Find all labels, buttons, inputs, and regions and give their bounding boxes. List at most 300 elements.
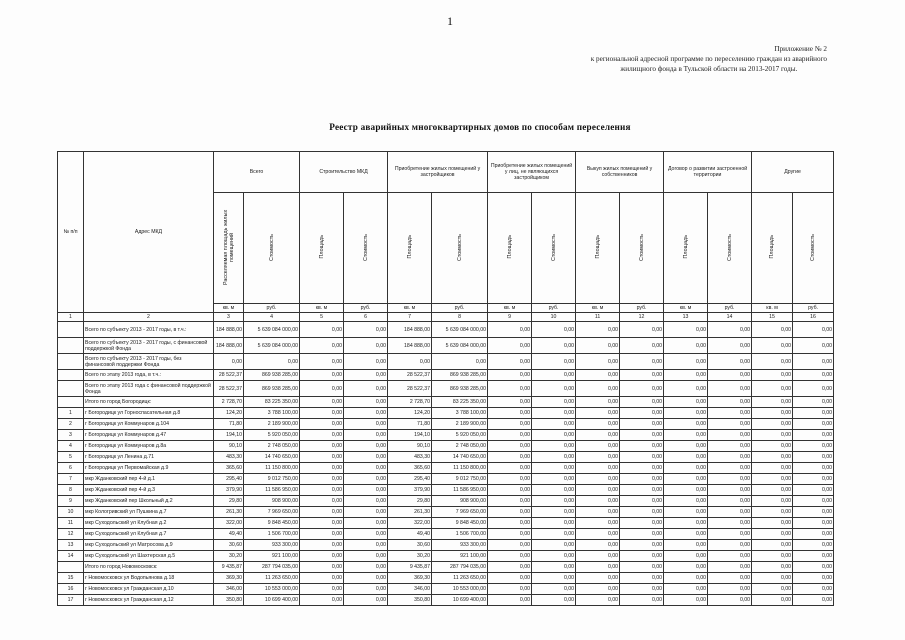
row-value: 0,00 [664, 529, 708, 540]
row-value: 2 748 050,00 [432, 441, 488, 452]
row-value: 0,00 [793, 463, 834, 474]
row-value: 0,00 [300, 397, 344, 408]
header-area: Площадь [300, 193, 344, 304]
row-value: 0,00 [664, 463, 708, 474]
row-value: 0,00 [708, 573, 752, 584]
row-address: мкр Суходольский ул Шахтерская д.5 [84, 551, 214, 562]
row-value: 83 225 350,00 [244, 397, 300, 408]
row-value: 0,00 [708, 430, 752, 441]
row-value: 9 435,87 [388, 562, 432, 573]
unit-area: кв. м [664, 304, 708, 313]
row-number: 13 [58, 540, 84, 551]
table-row [58, 354, 834, 370]
row-value: 30,20 [214, 551, 244, 562]
row-value: 0,00 [664, 452, 708, 463]
row-value: 0,00 [300, 584, 344, 595]
header-cost: Стоимость [432, 193, 488, 304]
header-cost: Стоимость [532, 193, 576, 304]
row-value: 0,00 [300, 408, 344, 419]
row-value: 0,00 [620, 452, 664, 463]
row-value: 0,00 [576, 529, 620, 540]
column-index-cell: 11 [576, 313, 620, 322]
row-value: 0,00 [344, 507, 388, 518]
header-group-construction: Строительство МКД [300, 152, 388, 193]
row-value: 0,00 [708, 408, 752, 419]
row-value: 0,00 [708, 322, 752, 338]
row-value: 5 639 084 000,00 [244, 338, 300, 354]
row-number: 11 [58, 518, 84, 529]
row-value: 0,00 [620, 551, 664, 562]
row-value: 0,00 [620, 507, 664, 518]
row-value: 0,00 [488, 419, 532, 430]
row-address: мкр Жданковский пер 4-й д.3 [84, 485, 214, 496]
column-index-cell: 16 [793, 313, 834, 322]
row-number: 14 [58, 551, 84, 562]
row-address: Всего по субъекту 2013 - 2017 годы, без финансовой поддержки Фонда [84, 354, 214, 370]
row-value: 7 969 650,00 [432, 507, 488, 518]
row-value: 0,00 [752, 595, 793, 606]
row-value: 5 639 084 000,00 [432, 338, 488, 354]
row-value: 0,00 [344, 381, 388, 397]
row-value: 49,40 [214, 529, 244, 540]
header-num: № п/п [58, 152, 84, 313]
row-value: 0,00 [344, 573, 388, 584]
column-index-cell: 10 [532, 313, 576, 322]
row-value: 261,30 [388, 507, 432, 518]
header-group-developers: Приобретение жилых помещений у застройщиков [388, 152, 488, 193]
row-value: 379,90 [388, 485, 432, 496]
table-row [58, 485, 834, 496]
column-index-cell: 6 [344, 313, 388, 322]
table-row [58, 408, 834, 419]
row-value: 350,80 [388, 595, 432, 606]
column-index-cell: 3 [214, 313, 244, 322]
row-value: 869 938 285,00 [432, 381, 488, 397]
column-index-cell: 2 [84, 313, 214, 322]
register-table-header [58, 152, 834, 322]
row-value: 0,00 [532, 441, 576, 452]
row-value: 2 728,70 [388, 397, 432, 408]
row-value: 0,00 [752, 338, 793, 354]
row-value: 10 699 400,00 [432, 595, 488, 606]
row-number: 15 [58, 573, 84, 584]
row-address: мкр Суходольский ул Клубная д.7 [84, 529, 214, 540]
header-total-area: Расселяемая площадь жилых помещений [214, 193, 244, 304]
row-value: 0,00 [620, 474, 664, 485]
header-group-territory: Договор о развитии застроенной территории [664, 152, 752, 193]
row-value: 0,00 [752, 381, 793, 397]
row-value: 30,20 [388, 551, 432, 562]
row-value: 0,00 [708, 485, 752, 496]
row-value: 0,00 [532, 496, 576, 507]
row-value: 83 225 350,00 [432, 397, 488, 408]
row-value: 0,00 [708, 551, 752, 562]
table-row [58, 540, 834, 551]
table-row [58, 452, 834, 463]
row-value: 0,00 [300, 485, 344, 496]
row-value: 0,00 [300, 370, 344, 381]
row-value: 0,00 [576, 474, 620, 485]
table-row [58, 338, 834, 354]
unit-rub: руб. [344, 304, 388, 313]
unit-area: кв. м [214, 304, 244, 313]
unit-area: кв. м [388, 304, 432, 313]
row-number: 16 [58, 584, 84, 595]
row-value: 1 506 700,00 [432, 529, 488, 540]
row-value: 0,00 [344, 529, 388, 540]
unit-rub: руб. [432, 304, 488, 313]
row-address: Итого по город Новомосковск: [84, 562, 214, 573]
row-value: 0,00 [488, 595, 532, 606]
row-address: Всего по субъекту 2013 - 2017 годы, с финансовой поддержкой Фонда [84, 338, 214, 354]
row-value: 0,00 [300, 518, 344, 529]
row-value: 0,00 [664, 573, 708, 584]
row-value: 11 263 650,00 [244, 573, 300, 584]
row-value: 0,00 [344, 474, 388, 485]
row-value: 0,00 [708, 463, 752, 474]
row-value: 0,00 [752, 529, 793, 540]
row-value: 0,00 [752, 507, 793, 518]
row-value: 0,00 [344, 430, 388, 441]
row-value: 5 639 084 000,00 [432, 322, 488, 338]
row-address: мкр Кологривский ул Пушкина д.7 [84, 507, 214, 518]
row-number: 8 [58, 485, 84, 496]
row-number [58, 381, 84, 397]
row-value: 0,00 [620, 562, 664, 573]
row-value: 0,00 [344, 322, 388, 338]
row-value: 0,00 [432, 354, 488, 370]
row-value: 0,00 [620, 322, 664, 338]
row-value: 0,00 [664, 562, 708, 573]
row-value: 0,00 [793, 441, 834, 452]
row-value: 0,00 [576, 551, 620, 562]
row-value: 90,10 [214, 441, 244, 452]
row-value: 11 586 950,00 [244, 485, 300, 496]
row-value: 0,00 [576, 485, 620, 496]
row-value: 0,00 [344, 463, 388, 474]
row-value: 0,00 [708, 441, 752, 452]
table-row [58, 322, 834, 338]
row-value: 0,00 [752, 441, 793, 452]
row-address: Всего по субъекту 2013 - 2017 годы, в т.ч.: [84, 322, 214, 338]
row-value: 184 888,00 [214, 322, 244, 338]
row-value: 0,00 [664, 370, 708, 381]
row-value: 0,00 [576, 408, 620, 419]
row-number: 9 [58, 496, 84, 507]
row-value: 0,00 [300, 474, 344, 485]
row-value: 0,00 [532, 595, 576, 606]
row-address: г Богородицк ул Коммунаров д.104 [84, 419, 214, 430]
row-value: 0,00 [793, 430, 834, 441]
row-address: Всего по этапу 2013 года с финансовой поддержкой Фонда [84, 381, 214, 397]
row-value: 0,00 [708, 529, 752, 540]
row-value: 0,00 [664, 338, 708, 354]
row-value: 0,00 [708, 474, 752, 485]
header-cost: Стоимость [708, 193, 752, 304]
row-value: 0,00 [300, 452, 344, 463]
row-value: 0,00 [793, 595, 834, 606]
row-address: г Богородицк ул Коммунаров д.47 [84, 430, 214, 441]
row-value: 2 189 900,00 [244, 419, 300, 430]
row-value: 0,00 [620, 338, 664, 354]
row-value: 9 848 450,00 [244, 518, 300, 529]
row-value: 0,00 [793, 452, 834, 463]
row-value: 261,30 [214, 507, 244, 518]
row-value: 0,00 [576, 338, 620, 354]
table-row [58, 474, 834, 485]
row-value: 0,00 [488, 397, 532, 408]
row-value: 0,00 [664, 595, 708, 606]
row-value: 0,00 [488, 529, 532, 540]
row-value: 0,00 [488, 354, 532, 370]
row-value: 0,00 [576, 496, 620, 507]
header-group-buyout: Выкуп жилых помещений у собственников [576, 152, 664, 193]
row-value: 0,00 [620, 354, 664, 370]
row-value: 0,00 [708, 507, 752, 518]
header-area: Площадь [388, 193, 432, 304]
row-value: 0,00 [532, 452, 576, 463]
row-value: 0,00 [664, 354, 708, 370]
row-value: 0,00 [576, 573, 620, 584]
unit-area: кв. м [752, 304, 793, 313]
row-value: 0,00 [664, 474, 708, 485]
row-address: г Богородицк ул Первомайская д.9 [84, 463, 214, 474]
row-value: 0,00 [576, 507, 620, 518]
row-value: 0,00 [488, 551, 532, 562]
row-value: 0,00 [488, 507, 532, 518]
row-value: 0,00 [793, 507, 834, 518]
row-value: 0,00 [300, 496, 344, 507]
row-value: 0,00 [793, 381, 834, 397]
row-value: 0,00 [532, 463, 576, 474]
row-address: г Богородицк ул Коммунаров д.8а [84, 441, 214, 452]
row-value: 0,00 [620, 573, 664, 584]
row-value: 0,00 [344, 419, 388, 430]
row-value: 0,00 [344, 370, 388, 381]
row-value: 10 553 000,00 [244, 584, 300, 595]
row-value: 0,00 [488, 540, 532, 551]
column-index-cell: 15 [752, 313, 793, 322]
table-row [58, 562, 834, 573]
row-value: 90,10 [388, 441, 432, 452]
row-value: 0,00 [664, 397, 708, 408]
row-value: 11 263 650,00 [432, 573, 488, 584]
row-value: 0,00 [488, 562, 532, 573]
row-value: 0,00 [576, 584, 620, 595]
row-value: 0,00 [620, 441, 664, 452]
row-value: 0,00 [300, 595, 344, 606]
column-index-cell: 13 [664, 313, 708, 322]
row-value: 5 639 084 000,00 [244, 322, 300, 338]
table-row [58, 430, 834, 441]
row-value: 0,00 [664, 441, 708, 452]
row-value: 0,00 [752, 584, 793, 595]
row-value: 184 888,00 [388, 338, 432, 354]
row-number: 17 [58, 595, 84, 606]
row-value: 295,40 [214, 474, 244, 485]
row-value: 0,00 [620, 529, 664, 540]
header-cost: Стоимость [793, 193, 834, 304]
row-value: 0,00 [300, 507, 344, 518]
row-value: 0,00 [664, 518, 708, 529]
row-value: 0,00 [532, 551, 576, 562]
row-value: 9 848 450,00 [432, 518, 488, 529]
row-number [58, 562, 84, 573]
row-address: мкр Жданковский пер Школьный д.2 [84, 496, 214, 507]
row-value: 28 522,37 [388, 381, 432, 397]
row-value: 0,00 [752, 573, 793, 584]
row-value: 0,00 [793, 419, 834, 430]
row-value: 0,00 [576, 419, 620, 430]
row-value: 9 012 750,00 [244, 474, 300, 485]
row-value: 0,00 [532, 540, 576, 551]
row-value: 0,00 [214, 354, 244, 370]
row-value: 0,00 [488, 322, 532, 338]
row-address: г Новомосковск ул Гражданская д.10 [84, 584, 214, 595]
row-value: 0,00 [752, 496, 793, 507]
row-value: 0,00 [576, 381, 620, 397]
row-number: 3 [58, 430, 84, 441]
row-value: 0,00 [708, 338, 752, 354]
row-value: 11 150 800,00 [432, 463, 488, 474]
row-value: 0,00 [532, 485, 576, 496]
row-value: 0,00 [664, 584, 708, 595]
row-value: 0,00 [576, 540, 620, 551]
row-value: 0,00 [532, 397, 576, 408]
row-value: 869 938 285,00 [244, 381, 300, 397]
row-value: 0,00 [488, 474, 532, 485]
row-value: 0,00 [793, 551, 834, 562]
row-value: 0,00 [752, 540, 793, 551]
row-value: 0,00 [576, 452, 620, 463]
unit-rub: руб. [620, 304, 664, 313]
header-group-other: Другие [752, 152, 834, 193]
row-value: 3 788 100,00 [432, 408, 488, 419]
row-value: 0,00 [664, 381, 708, 397]
row-value: 0,00 [576, 430, 620, 441]
row-value: 0,00 [664, 496, 708, 507]
row-value: 0,00 [488, 584, 532, 595]
table-row [58, 595, 834, 606]
row-value: 0,00 [620, 430, 664, 441]
row-value: 0,00 [752, 408, 793, 419]
header-group-non-developers: Приобретение жилых помещений у лиц, не являющихся застройщиком [488, 152, 576, 193]
unit-rub: руб. [244, 304, 300, 313]
row-address: мкр Суходольский ул Матросова д.9 [84, 540, 214, 551]
row-value: 322,00 [388, 518, 432, 529]
row-value: 11 586 950,00 [432, 485, 488, 496]
row-value: 0,00 [664, 430, 708, 441]
row-value: 0,00 [752, 474, 793, 485]
row-value: 0,00 [300, 573, 344, 584]
row-value: 0,00 [793, 496, 834, 507]
row-value: 322,00 [214, 518, 244, 529]
row-value: 0,00 [752, 419, 793, 430]
row-value: 0,00 [793, 584, 834, 595]
row-value: 0,00 [752, 463, 793, 474]
row-value: 0,00 [793, 518, 834, 529]
row-number [58, 370, 84, 381]
header-cost: Стоимость [344, 193, 388, 304]
row-value: 0,00 [344, 338, 388, 354]
row-value: 0,00 [752, 430, 793, 441]
row-value: 0,00 [793, 573, 834, 584]
row-value: 0,00 [344, 518, 388, 529]
row-value: 0,00 [300, 529, 344, 540]
row-value: 194,10 [388, 430, 432, 441]
row-value: 0,00 [488, 370, 532, 381]
row-value: 30,60 [388, 540, 432, 551]
row-value: 0,00 [300, 540, 344, 551]
row-value: 124,20 [214, 408, 244, 419]
row-value: 0,00 [664, 408, 708, 419]
row-value: 346,00 [214, 584, 244, 595]
row-value: 0,00 [532, 381, 576, 397]
row-value: 3 788 100,00 [244, 408, 300, 419]
row-value: 0,00 [664, 551, 708, 562]
row-value: 908 900,00 [244, 496, 300, 507]
row-value: 0,00 [344, 595, 388, 606]
column-index-cell: 8 [432, 313, 488, 322]
row-value: 365,60 [388, 463, 432, 474]
row-value: 0,00 [532, 573, 576, 584]
row-value: 71,80 [388, 419, 432, 430]
row-value: 0,00 [708, 452, 752, 463]
row-value: 0,00 [344, 496, 388, 507]
row-value: 0,00 [576, 370, 620, 381]
row-value: 0,00 [532, 507, 576, 518]
row-value: 0,00 [344, 441, 388, 452]
column-index-cell: 5 [300, 313, 344, 322]
row-value: 0,00 [244, 354, 300, 370]
row-value: 0,00 [532, 529, 576, 540]
row-number: 2 [58, 419, 84, 430]
row-value: 0,00 [532, 430, 576, 441]
row-value: 0,00 [708, 419, 752, 430]
header-cost: Стоимость [620, 193, 664, 304]
row-value: 2 189 900,00 [432, 419, 488, 430]
row-value: 0,00 [752, 452, 793, 463]
row-value: 0,00 [576, 397, 620, 408]
row-number: 10 [58, 507, 84, 518]
row-value: 0,00 [793, 354, 834, 370]
row-value: 0,00 [620, 381, 664, 397]
row-value: 0,00 [793, 474, 834, 485]
row-value: 0,00 [664, 419, 708, 430]
unit-rub: руб. [793, 304, 834, 313]
row-address: г Новомосковск ул Водопьянова д.18 [84, 573, 214, 584]
table-row [58, 441, 834, 452]
row-value: 0,00 [752, 562, 793, 573]
row-value: 365,60 [214, 463, 244, 474]
row-value: 0,00 [708, 562, 752, 573]
row-number: 4 [58, 441, 84, 452]
row-value: 0,00 [344, 485, 388, 496]
row-value: 184 888,00 [388, 322, 432, 338]
row-value: 0,00 [664, 322, 708, 338]
row-value: 0,00 [488, 485, 532, 496]
row-value: 369,30 [388, 573, 432, 584]
row-value: 1 506 700,00 [244, 529, 300, 540]
row-value: 869 938 285,00 [244, 370, 300, 381]
row-value: 0,00 [344, 452, 388, 463]
table-row [58, 496, 834, 507]
row-value: 0,00 [793, 397, 834, 408]
row-value: 295,40 [388, 474, 432, 485]
row-address: Итого по город Богородицк: [84, 397, 214, 408]
row-value: 921 100,00 [432, 551, 488, 562]
row-value: 11 150 800,00 [244, 463, 300, 474]
